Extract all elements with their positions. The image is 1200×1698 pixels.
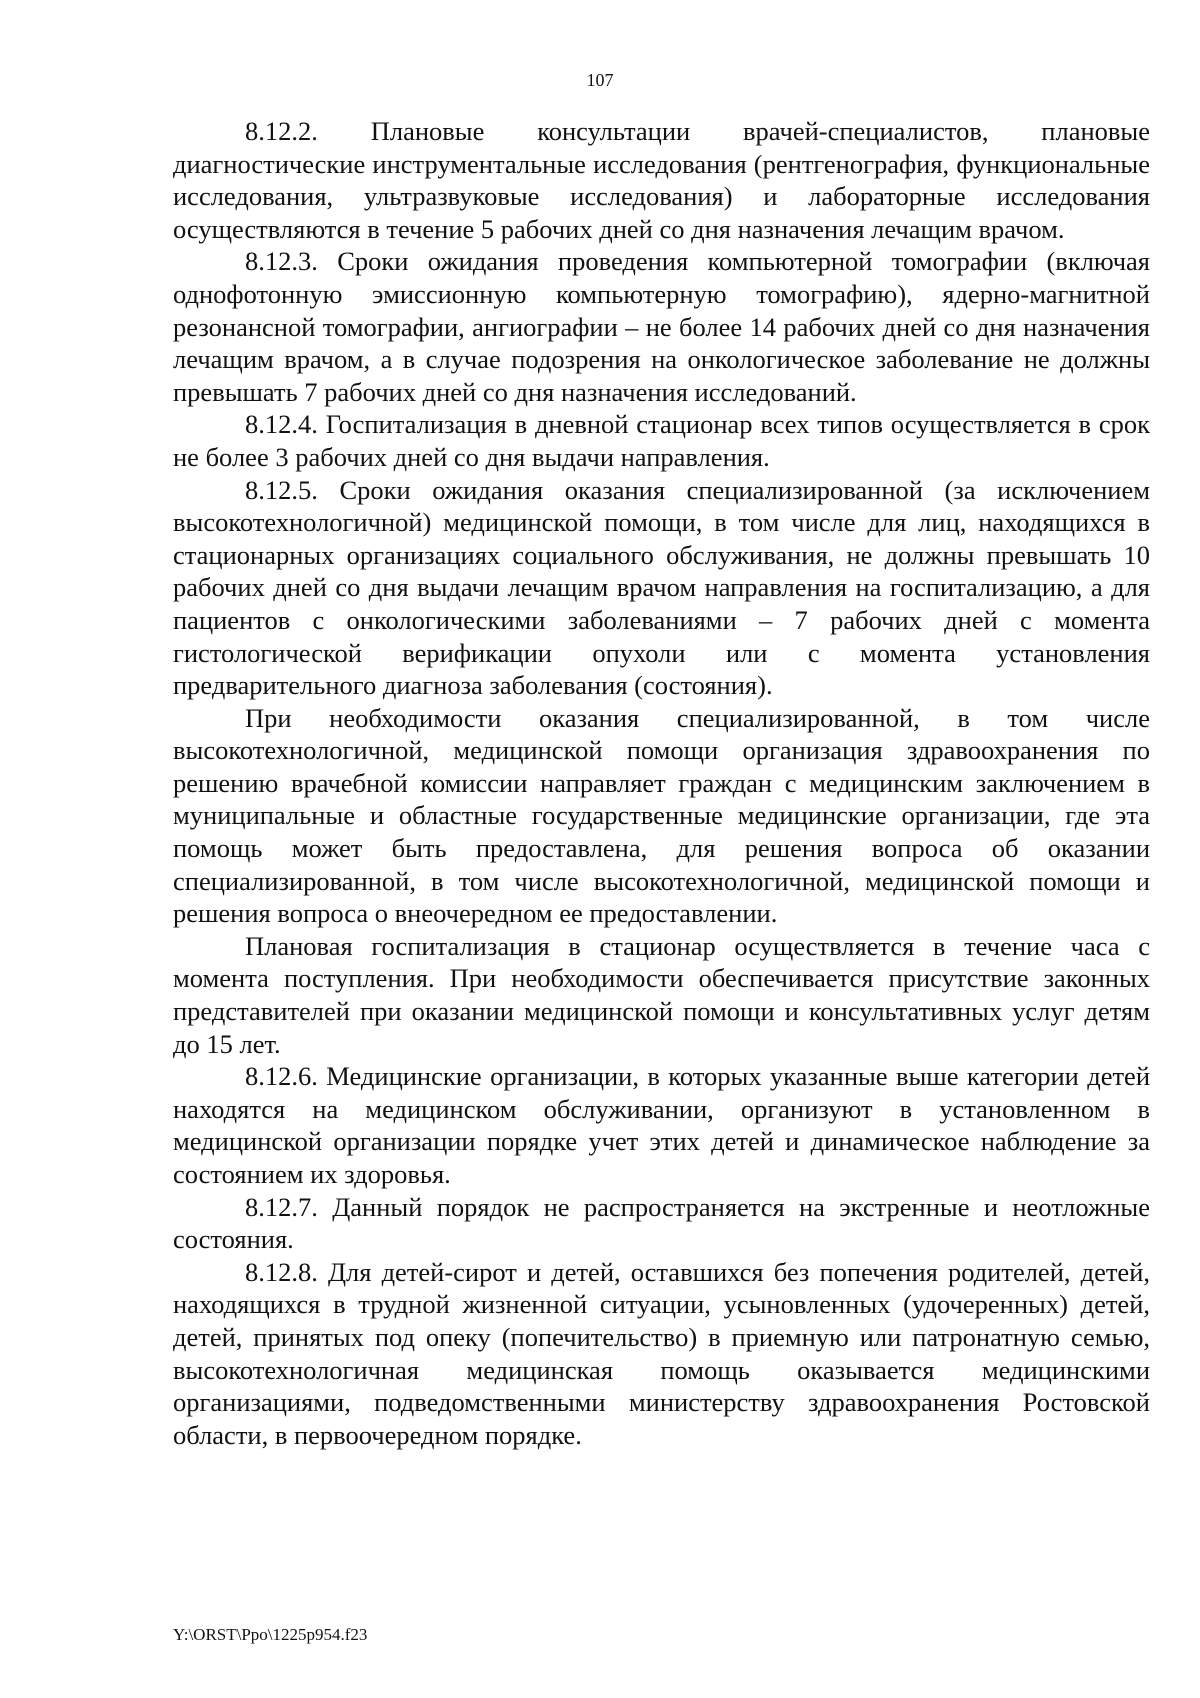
document-body: [173, 115, 1150, 1451]
paragraph-8-12-7: 8.12.7. Данный порядок не распространяется на экстренные и неотложные состояния.: [173, 1191, 1150, 1255]
paragraph-planned-hospitalization: Плановая госпитализация в стационар осуществляется в течение часа с момента поступления. При необходимости обеспечивается присутствие законных представителей при оказании медицинской помощи и консультативных услуг детям до 15 лет.: [173, 930, 1150, 1059]
paragraph-8-12-8: 8.12.8. Для детей-сирот и детей, оставшихся без попечения родителей, детей, находящихся в трудной жизненной ситуации, усыновленных (удочеренных) детей, детей, принятых под опеку (попечительство) в приемную или патронатную семью, высокотехнологичная медицинская помощь оказывается медицинскими организациями, подведомственными министерству здравоохранения Ростовской области, в первоочередном порядке.: [173, 1256, 1150, 1450]
paragraph-8-12-4: 8.12.4. Госпитализация в дневной стационар всех типов осуществляется в срок не более 3 рабочих дней со дня выдачи направления.: [173, 409, 1150, 472]
page-number: 107: [586, 70, 614, 90]
footer-file-path: Y:\ORST\Ppo\1225p954.f23: [173, 1625, 368, 1644]
paragraph-8-12-2: 8.12.2. Плановые консультации врачей-специалистов, плановые диагностические инструментальные исследования (рентгенография, функциональные исследования, ультразвуковые исследования) и лабораторные исследования осуществляются в течение 5 рабочих дней со дня назначения лечащим врачом.: [173, 116, 1150, 244]
paragraph-8-12-3: 8.12.3. Сроки ожидания проведения компьютерной томографии (включая однофотонную эмиссионную компьютерную томографию), ядерно-магнитной резонансной томографии, ангиографии – не более 14 рабочих дней со дня назначения лечащим врачом, а в случае подозрения на онкологическое заболевание не должны превышать 7 рабочих дней со дня назначения исследований.: [173, 246, 1150, 407]
paragraph-specialized-care: При необходимости оказания специализированной, в том числе высокотехнологичной, медицинской помощи организация здравоохранения по решению врачебной комиссии направляет граждан с медицинским заключением в муниципальные и областные государственные медицинские организации, где эта помощь может быть предоставлена, для решения вопроса об оказании специализированной, в том числе высокотехнологичной, медицинской помощи и решения вопроса о внеочередном ее предоставлении.: [173, 702, 1150, 929]
paragraph-8-12-6: 8.12.6. Медицинские организации, в которых указанные выше категории детей находятся на медицинском обслуживании, организуют в установленном в медицинской организации порядке учет этих детей и динамическое наблюдение за состоянием их здоровья.: [173, 1061, 1150, 1189]
paragraph-8-12-5: 8.12.5. Сроки ожидания оказания специализированной (за исключением высокотехнологичной) медицинской помощи, в том числе для лиц, находящихся в стационарных организациях социального обслуживания, не должны превышать 10 рабочих дней со дня выдачи лечащим врачом направления на госпитализацию, а для пациентов с онкологическими заболеваниями – 7 рабочих дней с момента гистологической верификации опухоли или с момента установления предварительного диагноза заболевания (состояния).: [173, 474, 1150, 701]
